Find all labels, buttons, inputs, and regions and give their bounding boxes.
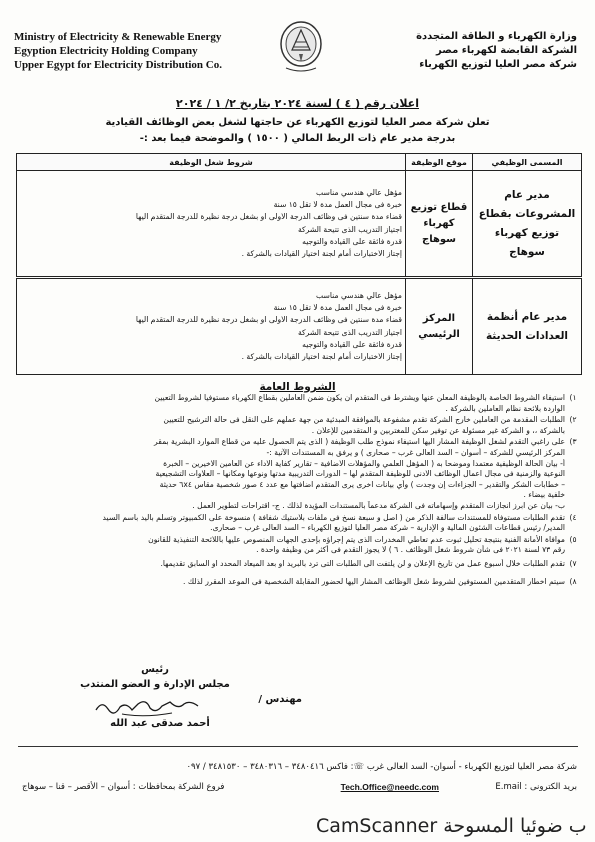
- list-item-line: على راغبي التقدم لشغل الوظيفة المشار اليها استيفاء نموذج طلب الوظيفة ( الذى يتم الحصول عليه من قطاع الموارد البشرية بمقر: [154, 437, 565, 447]
- signatory-title: [80, 662, 230, 692]
- list-item-line: موافاة الأمانة الفنية بنتيجة تحليل ثبوت عدم تعاطي المخدرات الذى يتم إجراؤه بإحدى الجهات المنصوص عليها باللائحة التنفيذية للقانون: [148, 534, 565, 544]
- table-row: [17, 171, 582, 277]
- table-header-row: [17, 154, 582, 171]
- signatory-name: أحمد صدقى عبد الله: [110, 718, 210, 729]
- arabic-letterhead: [347, 30, 577, 72]
- list-item-line: الواردة بلائحة نظام العاملين بالشركة .: [445, 403, 565, 413]
- job-title-line: مدير عام: [504, 188, 550, 201]
- announcement-intro: تعلن شركة مصر العليا لتوزيع الكهرباء عن حاجتها لشغل بعض الوظائف القيادية: [105, 117, 490, 128]
- list-item-number: ٤): [569, 512, 577, 522]
- condition-line: قدرة فائقة على القيادة والتوجيه: [302, 339, 402, 349]
- general-conditions-title: الشروط العامة: [259, 381, 336, 393]
- list-item-line: رقم ٧٣ لسنة ٢٠٢١ فى شأن شروط شغل الوظائف . ٦ ) لا يجوز التقدم فى أكثر من وظيفة واحدة .: [256, 545, 565, 555]
- announcement-grade: بدرجة مدير عام ذات الربط المالي ( ١٥٠٠ ) والموضحة فيما بعد :-: [139, 133, 456, 144]
- list-item: [11, 437, 581, 511]
- list-item-number: ٢): [569, 415, 577, 425]
- job-location-line: المركز: [422, 312, 456, 324]
- footer-email-link[interactable]: Tech.Office@needc.com: [340, 782, 439, 792]
- list-item-number: ٧): [569, 558, 577, 568]
- list-item-line: المركز الرئيسي للشركة – أسوان – السد العالى غرب – صحارى ) و يرفق به المستندات الآتية :-: [266, 447, 565, 457]
- list-item-line: – خطابات الشكر والتقدير – الجزاءات إن وجدت ) وأي بيانات اخرى يرى المتقدم اضافتها مع عدد ٤ صور شخصية مقاس ٦x٤ حديثة: [159, 479, 565, 489]
- list-item-line: سيتم اخطار المتقدمين المستوفين لشروط شغل الوظائف المشار اليها لحضور المقابلة الشخصية فى الموعد المقرر لذلك .: [183, 576, 565, 586]
- footer-address: شركة مصر العليا لتوزيع الكهرباء - أسوان- السد العالى غرب ☏: فاكس ٣٤٨٠٤١٦ – ٣٤٨٠٣١٦ – ٣٤٨١٥٣٠ / ٠٩٧: [186, 762, 577, 772]
- signatory-role-detail: مجلس الإدارة و العضو المنتدب: [80, 679, 230, 690]
- list-item: [11, 415, 581, 436]
- table-row: [17, 279, 582, 375]
- condition-line: قدرة فائقة على القيادة والتوجيه: [302, 236, 402, 246]
- condition-line: مؤهل عالي هندسي مناسب: [316, 290, 402, 300]
- company-name-en: Upper Egypt for Electricity Distribution Co.: [14, 59, 222, 71]
- list-item-number: ٨): [569, 576, 577, 586]
- list-item: [11, 535, 581, 556]
- list-item: [11, 577, 581, 588]
- list-item-line: ب- بيان عن ابرز انجازات المتقدم وإسهاماته فى الشركة مدعماً بالمستندات المؤيدة لذلك . ج- اقتراحات لتطوير العمل .: [192, 500, 565, 510]
- job-location-line: قطاع توزيع: [410, 201, 468, 213]
- condition-line: إجتاز الاختبارات أمام لجنة اختيار القيادات بالشركة .: [241, 352, 402, 362]
- ministry-name-ar: وزارة الكهرباء و الطاقة المتجددة: [416, 31, 577, 42]
- job-location-line: الرئيسي: [418, 328, 460, 340]
- company-name-ar: شركة مصر العليا لتوزيع الكهرباء: [419, 59, 577, 70]
- signatory-role: رئيس: [141, 664, 169, 675]
- job-conditions-cell: [17, 171, 406, 277]
- list-item-number: ١): [569, 393, 577, 402]
- condition-line: إجتاز الاختبارات أمام لجنة اختيار القيادات بالشركة .: [241, 249, 402, 259]
- general-conditions-list: [11, 393, 581, 588]
- job-location-cell: [406, 279, 473, 375]
- condition-line: اجتياز التدريب الذى تتيحة الشركة: [297, 224, 402, 234]
- jobs-table-continued: [16, 278, 582, 375]
- holding-company-en: Egyption Electricity Holding Company: [14, 45, 198, 57]
- scanner-watermark: CamScanner ب ضوئيا المسوحة: [316, 815, 587, 837]
- job-title-line: العدادات الحديثة: [485, 329, 569, 342]
- engineer-label: مهندس /: [258, 694, 302, 705]
- list-item-line: استيفاء الشروط الخاصة بالوظيفة المعلن عنها ويشترط فى المتقدم ان يكون ضمن العاملين بقطاع الكهرباء مستوفيا لشروط التعيين: [154, 393, 565, 402]
- header-job-conditions: شروط شغل الوظيفة: [17, 154, 406, 171]
- condition-line: اجتياز التدريب الذى تتيحة الشركة: [297, 327, 402, 337]
- list-item: [11, 559, 581, 570]
- company-logo-icon: [278, 18, 324, 74]
- list-item-line: تقدم الطلبات خلال أسبوع عمل من تاريخ الإعلان و لن يلتفت الى الطلبات التى ترد بالبريد او بعد الميعاد المحدد او السابق تقديمها.: [160, 558, 565, 568]
- jobs-table: [16, 153, 582, 277]
- list-item-line: بالشركة ،، و الشركة غير مسئولة عن توفير سكن للمغتربين و المتقدمين للإعلان .: [311, 425, 565, 435]
- header-job-title: المسمى الوظيفي: [473, 154, 582, 171]
- footer-divider: [18, 746, 578, 747]
- job-location-cell: [406, 171, 473, 277]
- ministry-name-en: Ministry of Electricity & Renewable Energy: [14, 31, 222, 43]
- list-item-number: ٣): [569, 437, 577, 447]
- job-title-line: المشروعات بقطاع: [478, 207, 576, 220]
- list-item-line: المدير/ رئيس قطاعات الشئون المالية و الإدارية – شركة مصر العليا لتوزيع الكهرباء – السد العالى غرب – صحارى.: [210, 523, 565, 533]
- job-title-cell: [473, 171, 582, 277]
- list-item: [11, 513, 581, 534]
- condition-line: قضاء مدة سنتين فى وظائف الدرجة الاولى او بشغل درجة نظيرة للدرجة المتقدم اليها: [135, 212, 402, 222]
- job-conditions-cell: [17, 279, 406, 375]
- condition-line: خبرة فى مجال العمل مدة لا تقل ١٥ سنة: [273, 302, 402, 312]
- list-item-line: أ- بيان الحالة الوظيفية معتمدا وموضحا به ( المؤهل العلمي والمؤهلات الاضافية – تقارير كفاية الاداء عن العامين الاخيرين – الخبرة: [163, 458, 565, 468]
- list-item-line: خلفية بيضاء .: [523, 490, 565, 500]
- list-item-line: تقدم الطلبات مستوفاة للمستندات سالفة الذكر من ( اصل و سبعة نسخ فى ملفات بلاستيك شفافة ) منسوخة على الكمبيوتر وتسلم باليد باسم السيد: [102, 512, 565, 522]
- condition-line: خبرة فى مجال العمل مدة لا تقل ١٥ سنة: [273, 199, 402, 209]
- job-location-line: كهرباء سوهاج: [422, 217, 456, 245]
- footer-email-label: بريد الكترونى : E.mail: [495, 782, 577, 792]
- holding-company-ar: الشركة القابضة لكهرباء مصر: [436, 45, 577, 56]
- condition-line: قضاء مدة سنتين فى وظائف الدرجة الاولى او بشغل درجة نظيرة للدرجة المتقدم اليها: [135, 315, 402, 325]
- english-letterhead: [14, 30, 254, 72]
- footer-branches: فروع الشركة بمحافظات : أسوان – الأقصر – قنا – سوهاج: [22, 782, 225, 792]
- job-title-line: توزيع كهرباء سوهاج: [494, 226, 560, 258]
- job-title-line: مدير عام أنظمة: [486, 310, 568, 323]
- announcement-number: اعلان رقم ( ٤ ) لسنة ٢٠٢٤ بتاريخ ٢/ ١ / ٢٠٢٤: [176, 97, 419, 110]
- header-job-location: موقع الوظيفة: [406, 154, 473, 171]
- list-item-line: النوعية والزمنية فى مجال اعمال الوظائف الادنى للوظيفة المتقدم لها – الدورات التدريبية مدتها ونوعها ومكانها – العلاوات التشجيعية: [155, 469, 565, 479]
- list-item: [11, 393, 581, 414]
- condition-line: مؤهل عالي هندسي مناسب: [316, 187, 402, 197]
- list-item-line: الطلبات المقدمة من العاملين خارج الشركة تقدم مشفوعة بالموافقة المبدئية من جهة عملهم على النقل فى حالة الترشيح للتعيين: [163, 415, 565, 425]
- list-item-number: ٥): [569, 534, 577, 544]
- job-title-cell: [473, 279, 582, 375]
